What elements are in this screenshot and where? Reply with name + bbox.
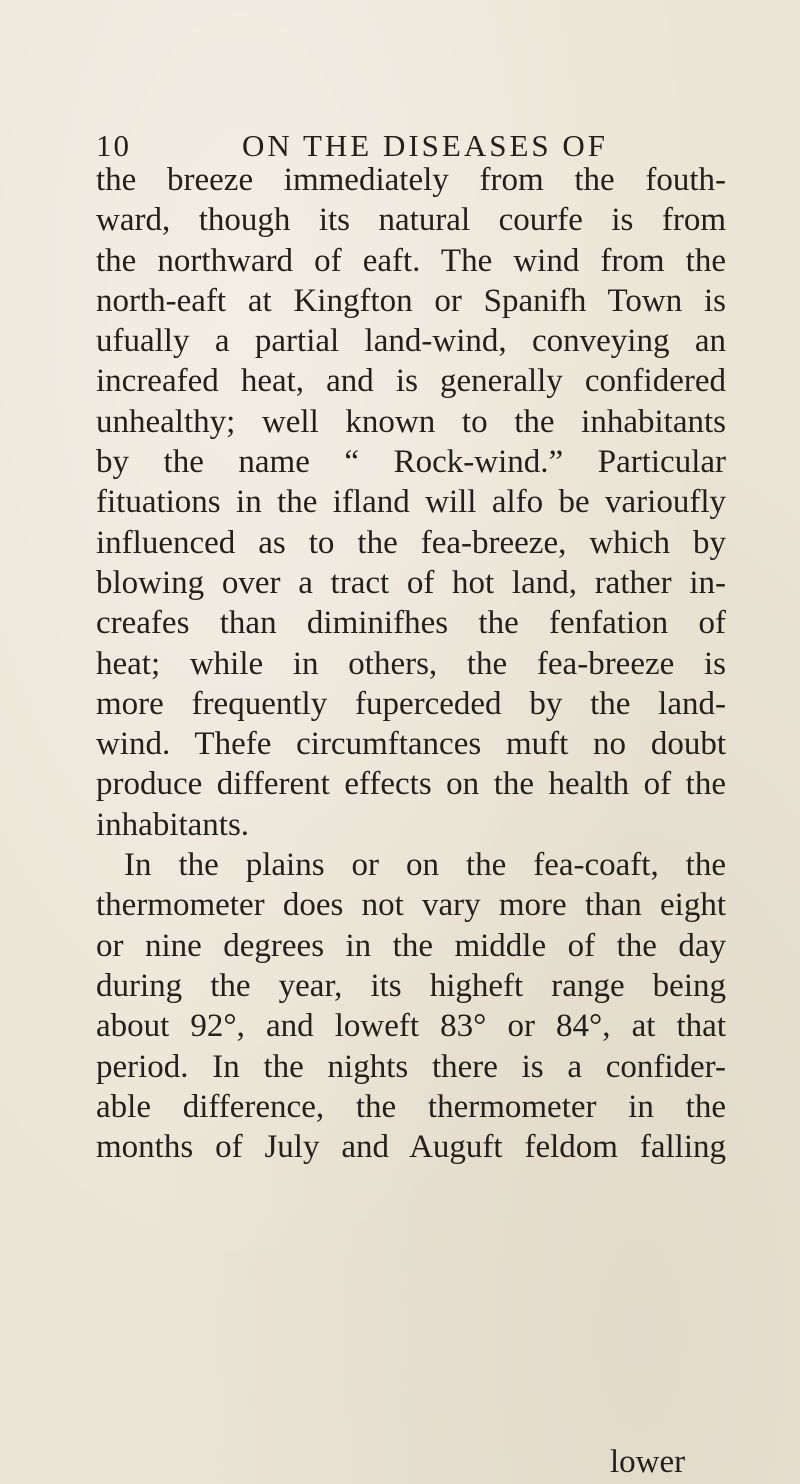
text-line: In the plains or on the fea-coaft, the [124,847,726,884]
text-line: ward, though its natural courfe is from [96,202,726,239]
text-line: wind. Thefe circumftances muft no doubt [96,726,726,763]
text-line: about 92°, and loweft 83° or 84°, at that [96,1008,726,1045]
text-line: influenced as to the fea-breeze, which by [96,524,726,561]
catchword: lower [610,1444,686,1480]
text-line: period. In the nights there is a confider- [96,1048,726,1085]
text-line: creafes than diminifhes the fenfation of [96,605,726,642]
text-line: north-eaft at Kingfton or Spanifh Town is [96,282,726,319]
text-line: blowing over a tract of hot land, rather in- [96,564,726,601]
text-line: by the name “ Rock-wind.” Particular [96,444,726,481]
text-line: fituations in the ifland will alfo be varioufly [96,484,726,521]
text-line: the breeze immediately from the fouth- [96,162,726,198]
text-line: the northward of eaft. The wind from the [96,242,726,279]
text-line: unhealthy; well known to the inhabitants [96,403,726,440]
page-number: 10 [96,128,131,163]
text-line: heat; while in others, the fea-breeze is [96,645,726,682]
text-line: increafed heat, and is generally confidered [96,363,726,400]
text-line: ufually a partial land-wind, conveying an [96,323,726,360]
text-line: produce different effects on the health of the [96,766,726,803]
body-text [96,160,726,1167]
text-line: able difference, the thermometer in the [96,1088,726,1125]
text-line: more frequently fuperceded by the land- [96,685,726,722]
text-line: thermometer does not vary more than eight [96,887,726,924]
text-line: months of July and Auguft feldom falling [96,1129,726,1166]
running-head: ON THE DISEASES OF [242,128,609,163]
text-line: or nine degrees in the middle of the day [96,927,726,964]
text-line: inhabitants. [96,806,250,843]
text-line: during the year, its higheft range being [96,967,726,1004]
